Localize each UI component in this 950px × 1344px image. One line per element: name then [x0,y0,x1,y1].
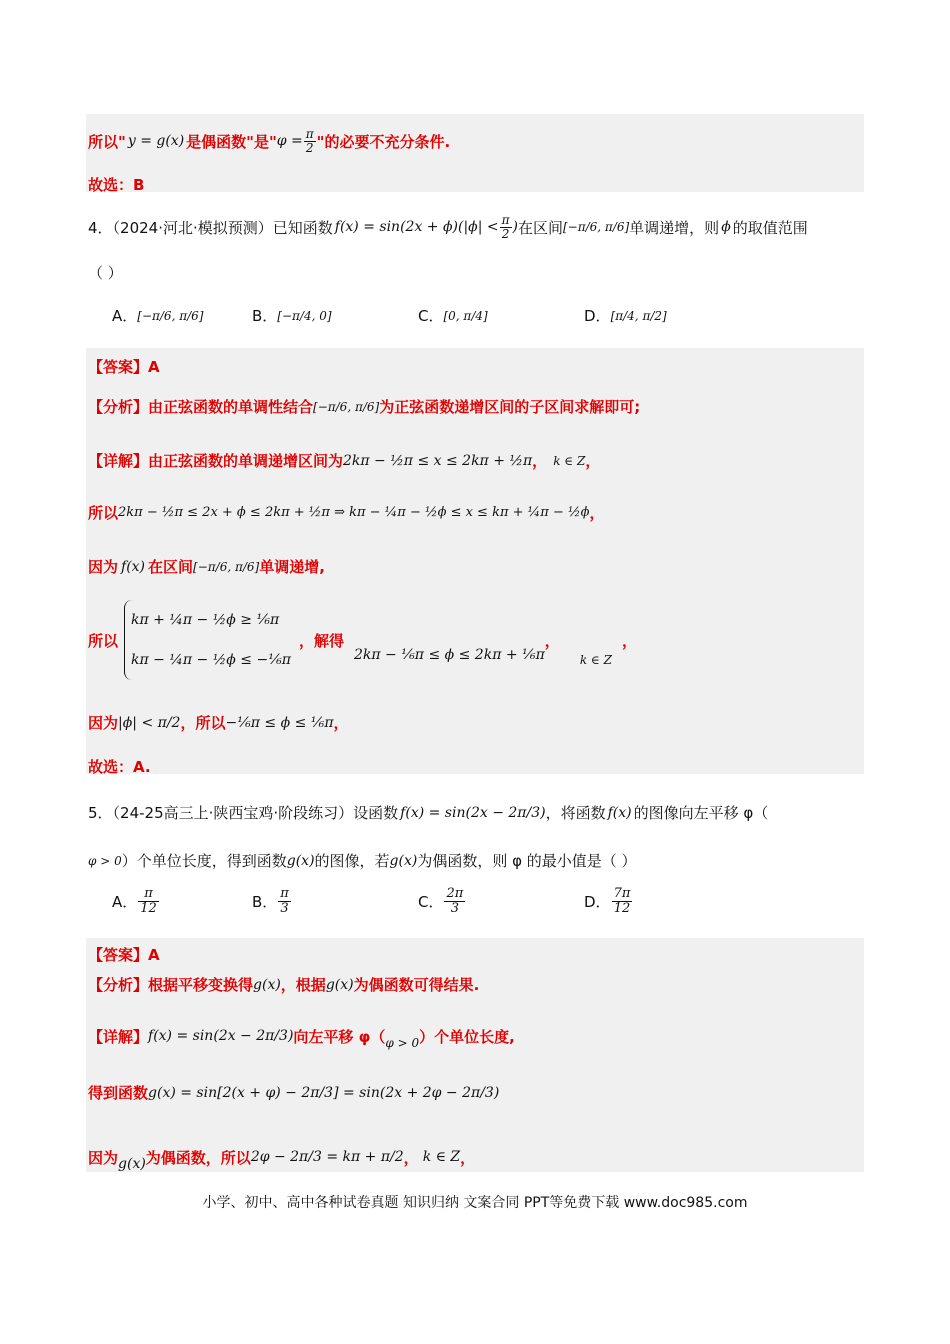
q5-answer: 【答案】A [88,946,160,964]
q5-stem-line2: φ > 0 ）个单位长度，得到函数 g(x) 的图像，若 g(x) 为偶函数，则 φ 的最小值是（ ） [88,852,637,870]
q5-option-b[interactable]: B． $\frac{\pi}{3}$ [252,886,289,916]
q5-option-a[interactable]: A． $\frac{\pi}{12}$ [112,886,157,916]
q4-option-d[interactable]: D． [π/4, π/2] [584,307,667,325]
q4-system: 所以 kπ + ¼π − ½ϕ ≥ ⅙π kπ − ¼π − ½ϕ ≤ −⅙π ，解得 2kπ − ⅙π ≤ ϕ ≤ 2kπ + ⅙π ， k ∈ Z ， [88,600,637,680]
select-b: 故选：B [88,176,145,194]
math-y-gx: y = g(x) [127,133,185,150]
interval-math: [−π/6, π/6] [562,220,630,235]
q4-analysis: 【分析】由正弦函数的单调性结合 [−π/6, π/6] 为正弦函数递增区间的子区间求解即可; [88,398,641,416]
q5-option-c[interactable]: C． $\frac{2\pi}{3}$ [418,886,464,916]
q4-select: 故选：A. [88,758,151,776]
q5-analysis: 【分析】根据平移变换得 g(x) ，根据 g(x) 为偶函数可得结果. [88,976,480,994]
q4-stem: 4．（2024·河北·模拟预测）已知函数 f(x) = sin(2x + ϕ)(|ϕ| < $\frac{\pi}{2}$ ) 在区间 [−π/6, π/6] 单调递增，则 ϕ 的取值范围 [88,213,808,241]
q4-option-a[interactable]: A． [−π/6, π/6] [112,307,204,325]
q4-answer: 【答案】A [88,358,160,376]
q4-detail: 【详解】由正弦函数的单调递增区间为 2kπ − ½π ≤ x ≤ 2kπ + ½π ， k ∈ Z ， [88,452,601,470]
q5-stem: 5．（24-25高三上·陕西宝鸡·阶段练习）设函数 f(x) = sin(2x − 2π/3) ，将函数 f(x) 的图像向左平移 φ（ [88,804,769,822]
q4-paren: （ ） [88,264,123,282]
q4-because: 因为 f(x) 在区间 [−π/6, π/6] 单调递增, [88,558,325,576]
q4-option-c[interactable]: C． [0, π/4] [418,307,488,325]
q5-option-d[interactable]: D． $\frac{7\pi}{12}$ [584,886,631,916]
q4-option-b[interactable]: B． [−π/4, 0] [252,307,332,325]
q5-get: 得到函数 g(x) = sin[2(x + φ) − 2π/3] = sin(2x + 2φ − 2π/3) [88,1084,500,1102]
frac-pi-2: $\frac{\pi}{2}$ [305,127,314,155]
conclusion-line: 所以" y = g(x) 是偶函数"是" φ = $\frac{\pi}{2}$ "的必要不充分条件. [88,127,451,155]
q5-detail: 【详解】 f(x) = sin(2x − 2π/3) 向左平移 φ（ φ > 0 ）个单位长度, [88,1027,515,1050]
q5-because: 因为 g(x) 为偶函数，所以 2φ − 2π/3 = kπ + π/2 ， k ∈ Z ， [88,1148,476,1172]
page-footer: 小学、初中、高中各种试卷真题 知识归纳 文案合同 PPT等免费下载 www.doc985.com [202,1195,748,1211]
q4-because2: 因为 |ϕ| < π/2 ，所以 −⅙π ≤ ϕ ≤ ⅙π ， [88,714,349,732]
q4-so1: 所以 2kπ − ½π ≤ 2x + ϕ ≤ 2kπ + ½π ⇒ kπ − ¼π − ½ϕ ≤ x ≤ kπ + ¼π − ½ϕ ， [88,504,605,522]
